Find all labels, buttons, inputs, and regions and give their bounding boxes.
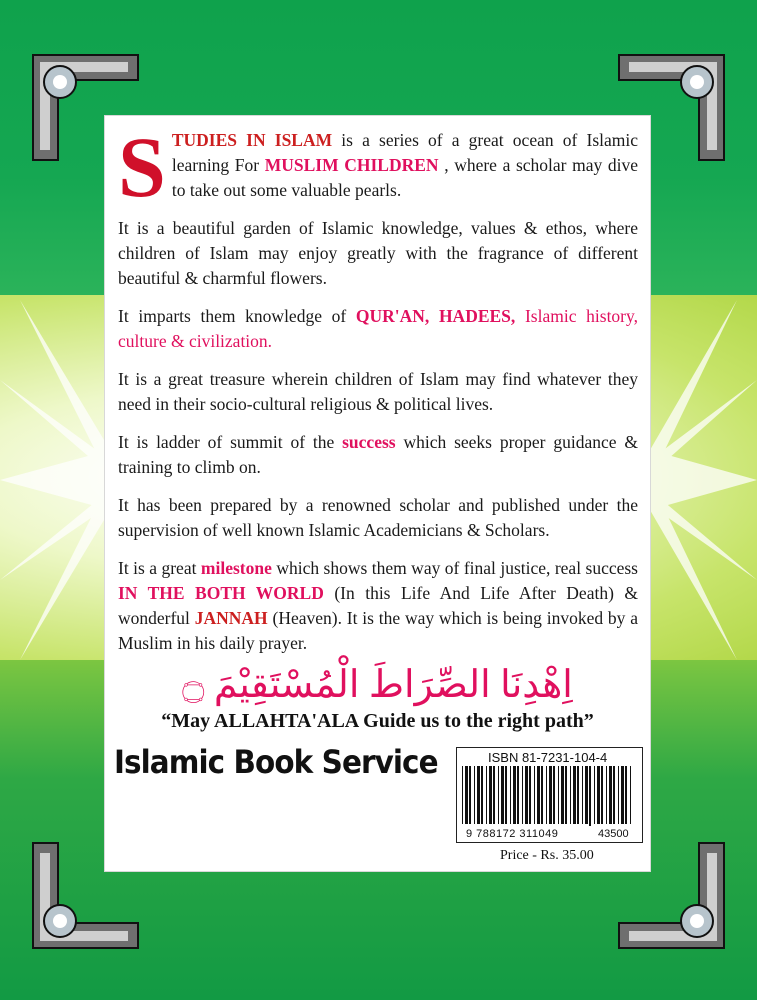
paragraph-ladder: It is ladder of summit of the success which seeks proper guidance & training to climb on. xyxy=(118,432,638,477)
arabic-verse: اِهْدِنَا الصِّرَاطَ الْمُسْتَقِيْمَ ۝ xyxy=(182,664,573,706)
barcode-digits-right: 43500 xyxy=(598,828,629,840)
motto: “May ALLAHTA'ALA Guide us to the right path” xyxy=(161,710,594,732)
barcode-digits-left: 9 788172 311049 xyxy=(466,828,559,840)
paragraph-garden: It is a beautiful garden of Islamic knowledge, values & ethos, where children of Islam may enjoy greatly with the fragrance of different beautiful & charmful flowers. xyxy=(118,218,638,288)
isbn-number: ISBN 81-7231-104-4 xyxy=(488,750,608,765)
paragraph-treasure: It is a great treasure wherein children of Islam may find whatever they need in their socio-cultural religious & political lives. xyxy=(118,369,638,414)
barcode-icon xyxy=(460,766,636,826)
description-text xyxy=(118,119,639,669)
publisher-name: Islamic Book Service xyxy=(114,743,438,781)
paragraph-prepared: It has been prepared by a renowned scholar and published under the supervision of well known Islamic Academicians & Scholars. xyxy=(118,495,638,540)
drop-cap: S xyxy=(118,119,166,215)
price: Price - Rs. 35.00 xyxy=(500,848,594,863)
paragraph-milestone: It is a great milestone which shows them way of final justice, real success IN THE BOTH WORLD (In this Life And Life After Death) & wonderful JANNAH (Heaven). It is the way which is being invoked by a Muslim in his daily prayer. xyxy=(118,558,638,653)
paragraph-intro: STUDIES IN ISLAM is a series of a great ocean of Islamic learning For MUSLIM CHILDREN , where a scholar may dive to take out some valuable pearls. xyxy=(118,119,639,215)
paragraph-knowledge: It imparts them knowledge of QUR'AN, HADEES, Islamic history, culture & civilization. xyxy=(118,306,638,351)
